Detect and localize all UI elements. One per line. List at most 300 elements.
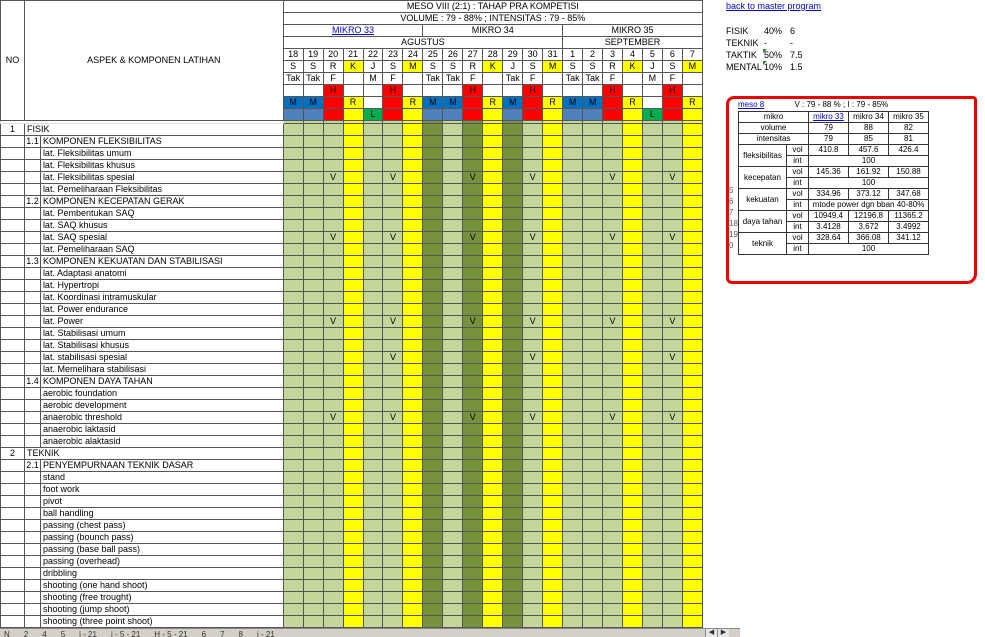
day-cell	[443, 448, 463, 460]
day-cell	[563, 268, 583, 280]
day-cell	[363, 472, 383, 484]
ref-group-label: teknik	[739, 233, 787, 255]
day-cell	[303, 400, 323, 412]
day-cell	[662, 148, 682, 160]
day-cell	[622, 496, 642, 508]
day-cell	[343, 340, 363, 352]
day-cell	[423, 424, 443, 436]
day-cell	[523, 280, 543, 292]
day-cell	[303, 436, 323, 448]
day-cell	[563, 328, 583, 340]
intensity-cell: M	[563, 97, 583, 109]
back-to-master-link[interactable]: back to master program	[726, 1, 822, 11]
day-cell	[503, 208, 523, 220]
day-cell	[682, 472, 702, 484]
type-cell: Tak	[583, 73, 603, 85]
day-cell	[503, 244, 523, 256]
day-cell	[303, 616, 323, 628]
day-cell	[363, 196, 383, 208]
day-cell	[662, 436, 682, 448]
day-cell	[603, 496, 623, 508]
day-cell	[583, 616, 603, 628]
ref-value: 10949.4	[809, 211, 849, 222]
day-cell	[662, 256, 682, 268]
item-label: passing (overhead)	[40, 556, 283, 568]
ref-value: 334.96	[809, 189, 849, 200]
day-cell	[423, 316, 443, 328]
day-cell	[463, 256, 483, 268]
day-cell	[323, 268, 343, 280]
day-cell	[343, 556, 363, 568]
mikro-header[interactable]: MIKRO 33	[283, 25, 423, 37]
day-cell	[343, 184, 363, 196]
day-cell	[303, 472, 323, 484]
load-cell	[583, 85, 603, 97]
ref-value: 11365.2	[889, 211, 929, 222]
day-cell	[682, 340, 702, 352]
day-cell	[523, 304, 543, 316]
day-cell	[523, 256, 543, 268]
load-cell	[622, 85, 642, 97]
item-label: anaerobic laktasid	[40, 424, 283, 436]
day-cell	[563, 364, 583, 376]
day-cell	[443, 436, 463, 448]
day-cell	[523, 292, 543, 304]
day-cell: V	[463, 412, 483, 424]
date-cell: 19	[303, 49, 323, 61]
day-cell	[483, 148, 503, 160]
day-cell	[363, 208, 383, 220]
meso-title: MESO VIII (2:1) : TAHAP PRA KOMPETISI	[283, 1, 702, 13]
mikro-header: MIKRO 35	[563, 25, 703, 37]
day-cell	[523, 400, 543, 412]
day-cell	[563, 616, 583, 628]
empty-no	[1, 520, 25, 532]
day-cell	[423, 328, 443, 340]
sheet-tab[interactable]: 8	[238, 630, 243, 637]
day-cell	[463, 520, 483, 532]
day-cell	[543, 268, 563, 280]
day-cell	[323, 592, 343, 604]
sheet-tab[interactable]: 6	[201, 630, 207, 637]
day-cell	[543, 136, 563, 148]
day-cell	[662, 424, 682, 436]
day-cell	[642, 508, 662, 520]
load-cell	[483, 85, 503, 97]
summary-pct: 10%	[764, 62, 783, 72]
day-cell	[303, 424, 323, 436]
day-cell	[463, 268, 483, 280]
day-cell	[483, 484, 503, 496]
day-cell	[603, 124, 623, 136]
day-cell	[642, 472, 662, 484]
day-cell	[283, 292, 303, 304]
day-cell	[563, 184, 583, 196]
day-cell	[383, 196, 403, 208]
day-cell	[443, 472, 463, 484]
subsection-number: 1.3	[26, 256, 39, 266]
day-cell	[363, 520, 383, 532]
day-cell	[443, 316, 463, 328]
summary-value: 6	[790, 26, 796, 36]
day-cell	[423, 592, 443, 604]
day-cell	[403, 616, 423, 628]
day-cell	[343, 292, 363, 304]
day-cell	[303, 556, 323, 568]
day-cell	[403, 232, 423, 244]
intensity-cell: R	[682, 97, 702, 109]
day-cell	[523, 616, 543, 628]
day-cell	[343, 616, 363, 628]
day-cell	[503, 472, 523, 484]
day-cell	[303, 220, 323, 232]
day-cell	[642, 424, 662, 436]
day-cell: V	[323, 316, 343, 328]
empty-no	[1, 292, 25, 304]
day-cell	[523, 604, 543, 616]
day-cell	[483, 616, 503, 628]
section-number: 2	[1, 448, 25, 460]
day-cell	[383, 568, 403, 580]
day-cell	[403, 568, 423, 580]
day-cell	[423, 556, 443, 568]
date-cell: 21	[343, 49, 363, 61]
day-cell	[463, 544, 483, 556]
day-cell: M	[403, 61, 423, 73]
day-cell	[622, 412, 642, 424]
sheet-tab[interactable]: H - 5 - 21	[154, 630, 188, 637]
empty-no	[1, 556, 25, 568]
day-cell	[463, 376, 483, 388]
sheet-tab[interactable]: 7	[220, 630, 225, 637]
day-cell	[682, 448, 702, 460]
day-cell	[563, 412, 583, 424]
day-cell	[483, 292, 503, 304]
day-cell	[503, 520, 523, 532]
day-cell	[303, 232, 323, 244]
day-cell	[682, 148, 702, 160]
ref-group-label: kecepatan	[739, 167, 787, 189]
day-cell	[622, 244, 642, 256]
day-cell	[323, 424, 343, 436]
day-cell	[583, 352, 603, 364]
day-cell	[682, 292, 702, 304]
day-cell: S	[283, 61, 303, 73]
day-cell	[363, 160, 383, 172]
day-cell	[622, 532, 642, 544]
day-cell	[563, 304, 583, 316]
empty-sub	[24, 580, 40, 592]
item-label: lat. Stabilisasi khusus	[40, 340, 283, 352]
day-cell	[383, 508, 403, 520]
day-cell	[423, 280, 443, 292]
day-cell	[503, 448, 523, 460]
day-cell	[443, 256, 463, 268]
day-cell	[503, 412, 523, 424]
sheet-tab[interactable]: 5	[60, 630, 66, 637]
sheet-tab[interactable]: N	[4, 630, 10, 637]
day-cell	[682, 172, 702, 184]
scroll-right-icon[interactable]: ▶	[717, 629, 729, 637]
empty-no	[1, 580, 25, 592]
day-cell	[283, 316, 303, 328]
ref-value: 328.64	[809, 233, 849, 244]
item-label: lat. Adaptasi anatomi	[40, 268, 283, 280]
day-cell	[523, 520, 543, 532]
empty-sub	[24, 520, 40, 532]
day-cell	[463, 328, 483, 340]
day-cell	[642, 316, 662, 328]
day-cell	[583, 544, 603, 556]
sheet-tab[interactable]: i - 5 - 21	[110, 630, 141, 637]
day-cell	[642, 460, 662, 472]
day-cell	[642, 604, 662, 616]
rest-cell	[403, 109, 423, 121]
rest-cell	[503, 109, 523, 121]
day-cell	[523, 220, 543, 232]
day-cell	[662, 196, 682, 208]
day-cell	[443, 292, 463, 304]
day-cell	[303, 604, 323, 616]
day-cell	[603, 592, 623, 604]
date-cell: 27	[463, 49, 483, 61]
day-cell	[642, 376, 662, 388]
day-cell	[463, 436, 483, 448]
type-cell: M	[642, 73, 662, 85]
day-cell	[642, 136, 662, 148]
day-cell	[283, 532, 303, 544]
day-cell	[603, 148, 623, 160]
day-cell	[503, 316, 523, 328]
type-cell	[622, 73, 642, 85]
row-number: 5	[729, 186, 734, 195]
day-cell	[483, 544, 503, 556]
day-cell	[642, 496, 662, 508]
ref-value: 373.12	[849, 189, 889, 200]
day-cell	[523, 160, 543, 172]
day-cell	[543, 592, 563, 604]
day-cell	[463, 292, 483, 304]
day-cell	[283, 472, 303, 484]
rest-cell	[463, 109, 483, 121]
day-cell	[463, 616, 483, 628]
day-cell	[682, 544, 702, 556]
day-cell	[463, 184, 483, 196]
ref-value: 79	[809, 123, 849, 134]
day-cell	[443, 328, 463, 340]
day-cell	[483, 232, 503, 244]
day-cell	[682, 160, 702, 172]
day-cell	[662, 532, 682, 544]
day-cell	[543, 208, 563, 220]
empty-no	[1, 436, 25, 448]
ref-sub-label: vol	[787, 167, 809, 178]
summary-pct: 50%	[764, 50, 783, 60]
sheet-tab[interactable]: 2	[23, 630, 29, 637]
day-cell	[483, 388, 503, 400]
day-cell	[682, 328, 702, 340]
day-cell	[503, 496, 523, 508]
day-cell	[483, 448, 503, 460]
day-cell	[543, 328, 563, 340]
day-cell	[403, 172, 423, 184]
day-cell	[563, 352, 583, 364]
day-cell	[503, 484, 523, 496]
day-cell	[483, 268, 503, 280]
day-cell	[662, 244, 682, 256]
day-cell	[563, 136, 583, 148]
day-cell	[603, 280, 623, 292]
day-cell	[642, 364, 662, 376]
day-cell	[343, 412, 363, 424]
day-cell	[583, 208, 603, 220]
day-cell	[343, 196, 363, 208]
ref-value: 347.68	[889, 189, 929, 200]
ref-value: 85	[849, 134, 889, 145]
day-cell	[563, 556, 583, 568]
day-cell	[423, 520, 443, 532]
sheet-tab[interactable]: i - 21	[79, 630, 97, 637]
empty-sub	[24, 424, 40, 436]
day-cell	[283, 616, 303, 628]
item-label: lat. Fleksibilitas khusus	[40, 160, 283, 172]
ref-sub-label: vol	[787, 145, 809, 156]
day-cell	[283, 364, 303, 376]
day-cell	[503, 304, 523, 316]
empty-no	[1, 424, 25, 436]
ref-value: 161.92	[849, 167, 889, 178]
day-cell	[622, 568, 642, 580]
empty-sub	[24, 172, 40, 184]
empty-no	[1, 544, 25, 556]
day-cell: R	[323, 61, 343, 73]
day-cell	[503, 220, 523, 232]
ref-int-value: 100	[809, 178, 929, 189]
day-cell	[283, 484, 303, 496]
day-cell	[603, 256, 623, 268]
day-cell	[483, 472, 503, 484]
day-cell	[403, 196, 423, 208]
row-numbers	[729, 185, 738, 251]
day-cell	[283, 436, 303, 448]
item-label: ball handling	[40, 508, 283, 520]
item-label: aerobic foundation	[40, 388, 283, 400]
date-cell: 3	[603, 49, 623, 61]
empty-no	[1, 304, 25, 316]
day-cell	[543, 460, 563, 472]
day-cell	[303, 532, 323, 544]
day-cell	[383, 616, 403, 628]
day-cell	[662, 472, 682, 484]
day-cell	[682, 460, 702, 472]
day-cell	[303, 592, 323, 604]
ref-col-header[interactable]: mikro 33	[809, 112, 849, 123]
day-cell	[403, 364, 423, 376]
scroll-left-icon[interactable]: ◀	[705, 629, 717, 637]
day-cell	[323, 124, 343, 136]
day-cell: V	[523, 412, 543, 424]
day-cell	[323, 280, 343, 292]
day-cell	[423, 604, 443, 616]
day-cell: J	[503, 61, 523, 73]
empty-no	[1, 388, 25, 400]
day-cell	[363, 460, 383, 472]
rest-cell	[662, 109, 682, 121]
load-cell: H	[383, 85, 403, 97]
ref-value: 12196.8	[849, 211, 889, 222]
row-number: 6	[729, 197, 734, 206]
row-number: 19	[729, 230, 738, 239]
ref-group-label: kekuatan	[739, 189, 787, 211]
day-cell	[543, 412, 563, 424]
day-cell	[622, 616, 642, 628]
day-cell	[603, 340, 623, 352]
meso-link[interactable]: meso 8	[738, 100, 765, 109]
day-cell: S	[303, 61, 323, 73]
rest-cell	[383, 109, 403, 121]
day-cell	[303, 292, 323, 304]
day-cell	[483, 304, 503, 316]
type-cell	[343, 73, 363, 85]
day-cell	[283, 172, 303, 184]
day-cell: J	[363, 61, 383, 73]
sheet-tab[interactable]: 4	[42, 630, 47, 637]
ref-value: 88	[849, 123, 889, 134]
ref-group-label: daya tahan	[739, 211, 787, 233]
rest-cell: L	[363, 109, 383, 121]
empty-no	[1, 136, 25, 148]
sheet-tab[interactable]: i - 21	[256, 630, 275, 637]
day-cell	[622, 268, 642, 280]
day-cell	[323, 352, 343, 364]
day-cell	[323, 616, 343, 628]
rest-cell	[583, 109, 603, 121]
day-cell	[423, 508, 443, 520]
day-cell	[403, 388, 423, 400]
day-cell	[662, 376, 682, 388]
day-cell	[662, 340, 682, 352]
day-cell	[363, 268, 383, 280]
empty-no	[1, 604, 25, 616]
day-cell	[682, 136, 702, 148]
day-cell	[443, 388, 463, 400]
day-cell	[303, 268, 323, 280]
load-cell	[363, 85, 383, 97]
empty-no	[1, 220, 25, 232]
item-label: anaerobic alaktasid	[40, 436, 283, 448]
day-cell	[403, 208, 423, 220]
date-cell: 5	[642, 49, 662, 61]
day-cell	[423, 340, 443, 352]
day-cell	[383, 604, 403, 616]
section-label: TEKNIK	[24, 448, 283, 460]
day-cell	[383, 124, 403, 136]
type-cell: F	[523, 73, 543, 85]
day-cell	[383, 424, 403, 436]
day-cell	[622, 436, 642, 448]
intensity-cell	[603, 97, 623, 109]
day-cell	[323, 532, 343, 544]
day-cell	[543, 160, 563, 172]
day-cell	[423, 568, 443, 580]
day-cell	[662, 604, 682, 616]
day-cell	[662, 136, 682, 148]
ref-sub-label: int	[787, 178, 809, 189]
empty-sub	[24, 340, 40, 352]
day-cell	[543, 496, 563, 508]
day-cell	[443, 268, 463, 280]
day-cell	[523, 544, 543, 556]
